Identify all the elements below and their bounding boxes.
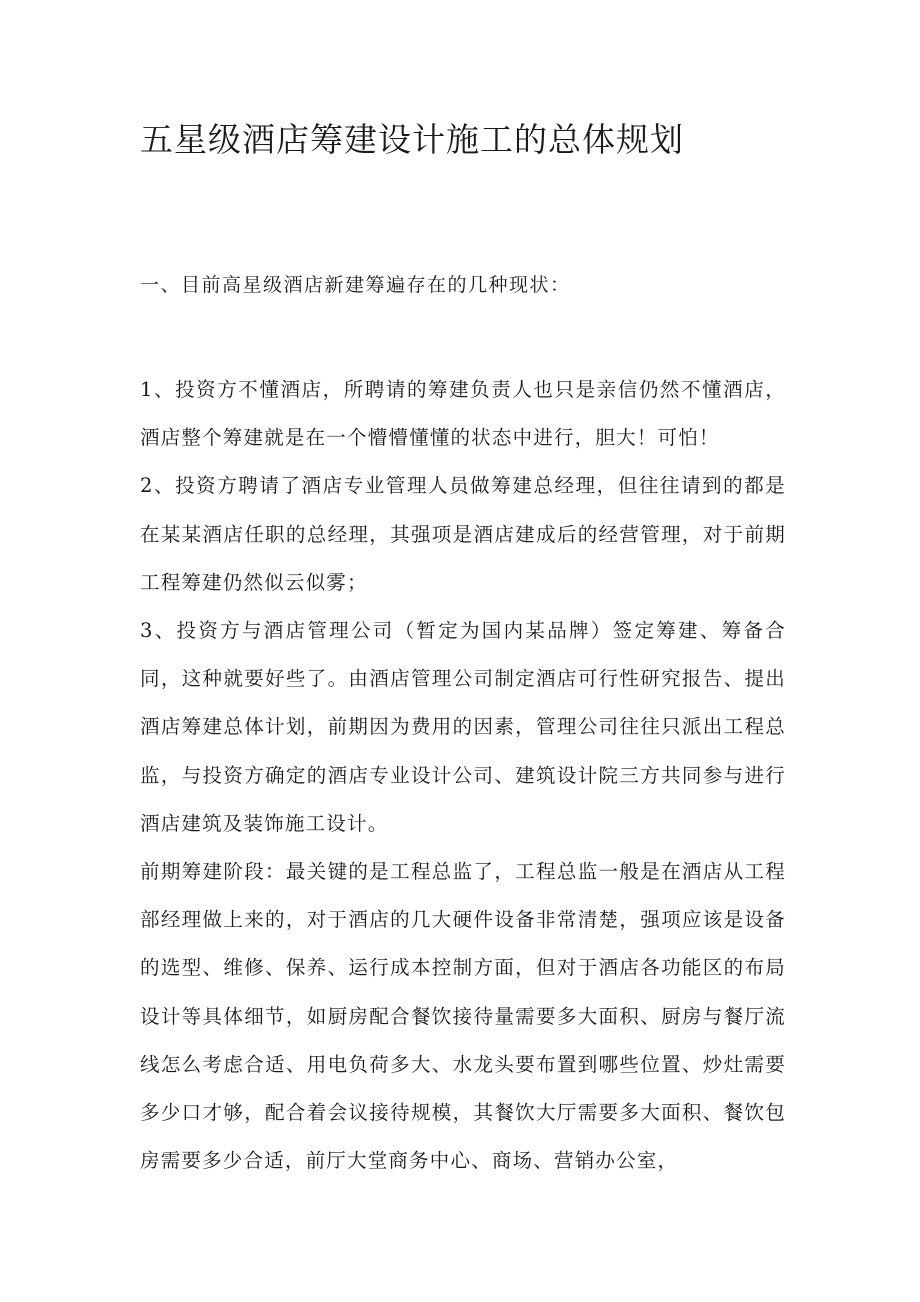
paragraph-item-1: 1、投资方不懂酒店，所聘请的筹建负责人也只是亲信仍然不懂酒店，酒店整个筹建就是在一个懵懵懂懂的状态中进行，胆大！可怕！	[140, 378, 786, 450]
paragraph-item-2: 2、投资方聘请了酒店专业管理人员做筹建总经理，但往往请到的都是在某某酒店任职的总经理，其强项是酒店建成后的经营管理，对于前期工程筹建仍然似云似雾；	[140, 474, 786, 594]
document-title: 五星级酒店筹建设计施工的总体规划	[140, 120, 684, 159]
section-heading: 一、目前高星级酒店新建筹遍存在的几种现状：	[140, 274, 571, 296]
paragraph-item-3: 3、投资方与酒店管理公司（暂定为国内某品牌）签定筹建、筹备合同，这种就要好些了。由酒店管理公司制定酒店可行性研究报告、提出酒店筹建总体计划，前期因为费用的因素，管理公司往往只派出工程总监，与投资方确定的酒店专业设计公司、建筑设计院三方共同参与进行酒店建筑及装饰施工设计。	[140, 619, 786, 835]
paragraph-early-stage: 前期筹建阶段：最关键的是工程总监了，工程总监一般是在酒店从工程部经理做上来的，对于酒店的几大硬件设备非常清楚，强项应该是设备的选型、维修、保养、运行成本控制方面，但对于酒店各功能区的布局设计等具体细节，如厨房配合餐饮接待量需要多大面积、厨房与餐厅流线怎么考虑合适、用电负荷多大、水龙头要布置到哪些位置、炒灶需要多少口才够，配合着会议接待规模，其餐饮大厅需要多大面积、餐饮包房需要多少合适，前厅大堂商务中心、商场、营销办公室，	[140, 860, 786, 1173]
document-body	[140, 366, 786, 1185]
